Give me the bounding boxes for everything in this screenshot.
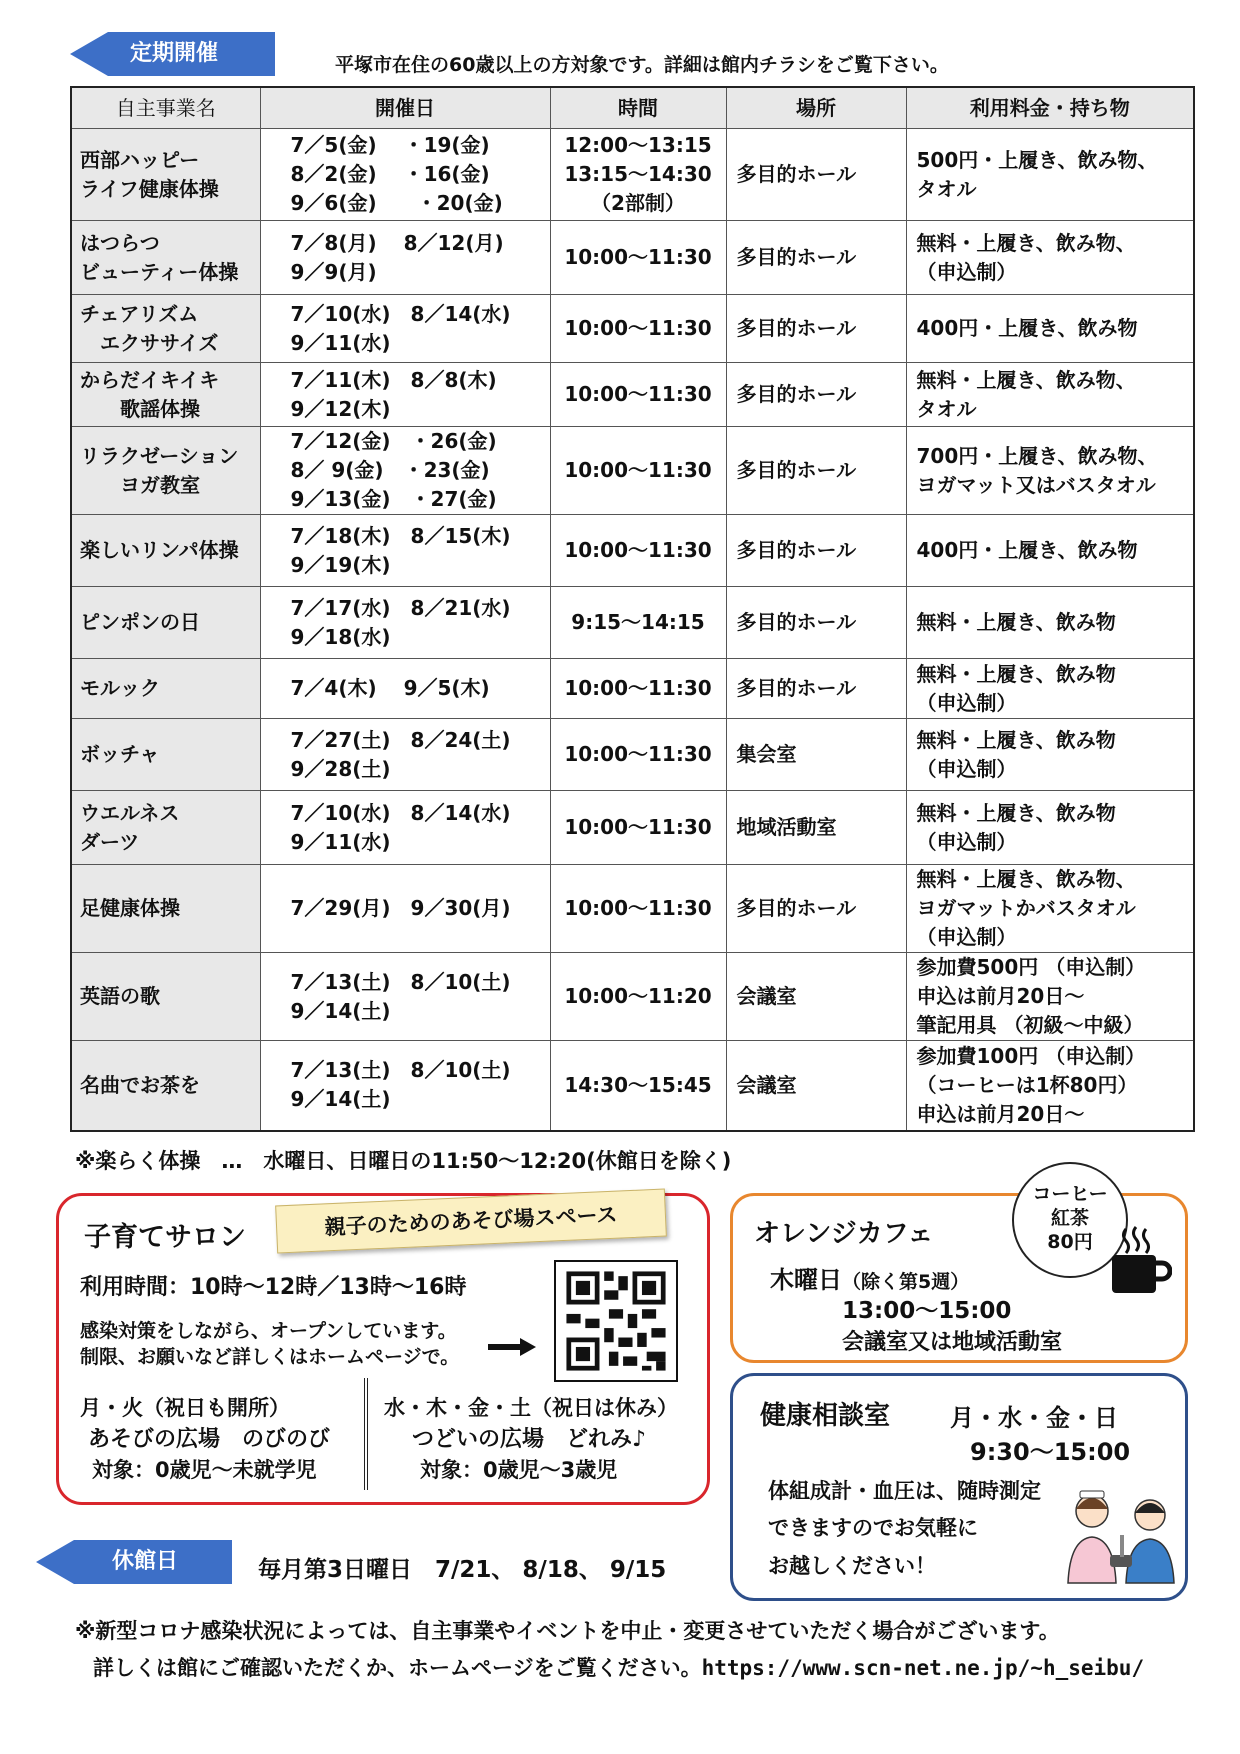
program-name-line: ダーツ	[80, 829, 140, 854]
program-name-cell	[71, 221, 260, 295]
program-name-line: 名曲でお茶を	[80, 1072, 200, 1097]
program-name-cell	[71, 791, 260, 865]
dates-line: 7／10(水) 8／14(水)	[290, 301, 511, 326]
program-name-line: リラクゼーション	[80, 443, 239, 468]
dates-cell	[260, 791, 550, 865]
fee-line: 無料・上履き、飲み物、	[916, 367, 1136, 392]
program-name-line: 歌謡体操	[80, 396, 200, 421]
dates-cell	[260, 1041, 550, 1131]
salon-right-days: 水・木・金・土（祝日は休み）	[384, 1396, 678, 1420]
fee-cell	[906, 295, 1194, 363]
dates-cell	[260, 515, 550, 587]
place-cell: 多目的ホール	[726, 587, 906, 659]
fee-line: 400円・上履き、飲み物	[916, 316, 1138, 340]
salon-title: 子育てサロン	[84, 1222, 246, 1253]
health-time: 9:30～15:00	[970, 1438, 1131, 1466]
fee-line: タオル	[916, 176, 977, 201]
program-name-line: ウエルネス	[80, 800, 180, 825]
closed-days-text: 毎月第3日曜日 7/21、 8/18、 9/15	[258, 1557, 667, 1583]
salon-banner: 親子のためのあそび場スペース	[275, 1189, 667, 1254]
place-cell: 会議室	[726, 953, 906, 1041]
place-cell: 多目的ホール	[726, 659, 906, 719]
table-row	[71, 221, 1194, 295]
place-cell: 多目的ホール	[726, 295, 906, 363]
schedule-table	[70, 86, 1195, 1132]
program-name-cell	[71, 659, 260, 719]
header-name: 自主事業名	[71, 87, 260, 129]
dates-line: 7／27(土) 8／24(土)	[290, 727, 511, 752]
cafe-place: 会議室又は地域活動室	[842, 1330, 1063, 1355]
cafe-price-bubble: コーヒー 紅茶 80円	[1012, 1162, 1128, 1278]
nurse-patient-illustration	[1060, 1485, 1178, 1589]
dates-line: 9／18(水)	[290, 624, 391, 649]
fee-line: 参加費100円 （申込制）	[916, 1043, 1146, 1068]
table-row	[71, 587, 1194, 659]
dates-line: 8／ 9(金) ・23(金)	[290, 458, 490, 482]
salon-right-target: 対象：0歳児～3歳児	[420, 1458, 618, 1482]
time-cell	[550, 427, 726, 515]
place-cell: 多目的ホール	[726, 427, 906, 515]
dates-cell	[260, 221, 550, 295]
time-cell	[550, 363, 726, 427]
program-name-line: ヨガ教室	[80, 472, 200, 497]
dates-cell	[260, 659, 550, 719]
fee-line: 無料・上履き、飲み物	[916, 661, 1116, 686]
program-name-line: 足健康体操	[80, 896, 180, 920]
place-cell: 会議室	[726, 1041, 906, 1131]
time-line: 10:00～11:30	[564, 245, 712, 269]
dates-line: 9／13(金) ・27(金)	[290, 487, 497, 511]
dates-line: 7／11(木) 8／8(木)	[290, 367, 497, 392]
time-line: 13:15～14:30	[564, 162, 712, 186]
fee-line: （申込制）	[916, 925, 1017, 949]
dates-line: 9／11(水)	[290, 829, 391, 854]
program-name-line: エクササイズ	[80, 330, 219, 355]
dates-cell	[260, 295, 550, 363]
health-desc-2: できますのでお気軽に	[768, 1516, 978, 1540]
time-line: 12:00～13:15	[564, 133, 712, 157]
program-name-cell	[71, 129, 260, 221]
intro-text: 平塚市在住の60歳以上の方対象です。詳細は館内チラシをご覧下さい。	[335, 54, 949, 76]
dates-line: 7／10(水) 8／14(水)	[290, 800, 511, 825]
fee-cell	[906, 427, 1194, 515]
dates-line: 7／18(木) 8／15(木)	[290, 523, 511, 548]
table-row	[71, 427, 1194, 515]
table-row	[71, 719, 1194, 791]
dates-cell	[260, 953, 550, 1041]
fee-cell	[906, 719, 1194, 791]
dates-line: 9／9(月)	[290, 259, 377, 284]
program-name-line: ビューティー体操	[80, 259, 239, 284]
fee-line: 申込は前月20日～	[916, 984, 1085, 1008]
table-row	[71, 129, 1194, 221]
program-name-line: ピンポンの日	[80, 610, 200, 634]
program-name-line: はつらつ	[80, 230, 160, 255]
dates-line: 9／12(木)	[290, 396, 391, 421]
dates-cell	[260, 363, 550, 427]
section-tag-closed	[36, 1540, 232, 1584]
time-cell	[550, 221, 726, 295]
arrow-right-icon	[488, 1336, 538, 1362]
header-fee: 利用料金・持ち物	[906, 87, 1194, 129]
fee-line: 無料・上履き、飲み物	[916, 727, 1116, 752]
fee-line: 400円・上履き、飲み物	[916, 538, 1138, 562]
easy-exercise-note: ※楽らく体操 … 水曜日、日曜日の11:50～12:20(休館日を除く)	[75, 1149, 732, 1173]
fee-line: 参加費500円 （申込制）	[916, 955, 1146, 979]
fee-cell	[906, 1041, 1194, 1131]
salon-left-name: あそびの広場 のびのび	[88, 1427, 331, 1452]
dates-line: 7／17(水) 8／21(水)	[290, 595, 511, 620]
program-name-cell	[71, 719, 260, 791]
dates-cell	[260, 865, 550, 953]
dates-cell	[260, 427, 550, 515]
header-place: 場所	[726, 87, 906, 129]
fee-line: 筆記用具 （初級～中級）	[916, 1013, 1144, 1037]
time-line: 10:00～11:30	[564, 676, 712, 700]
salon-info-2: 制限、お願いなど詳しくはホームページで。	[80, 1346, 460, 1368]
place-cell: 多目的ホール	[726, 363, 906, 427]
program-name-cell	[71, 295, 260, 363]
fee-cell	[906, 515, 1194, 587]
table-row	[71, 791, 1194, 865]
program-name-cell	[71, 1041, 260, 1131]
fee-line: タオル	[916, 396, 977, 421]
place-cell: 多目的ホール	[726, 221, 906, 295]
table-row	[71, 953, 1194, 1041]
fee-cell	[906, 659, 1194, 719]
dates-cell	[260, 587, 550, 659]
time-line: 10:00～11:30	[564, 382, 712, 406]
dates-line: 9／14(土)	[290, 998, 391, 1023]
footer-notice: ※新型コロナ感染状況によっては、自主事業やイベントを中止・変更させていただく場合がございます。	[75, 1619, 1060, 1643]
program-name-line: モルック	[80, 676, 160, 700]
place-cell: 多目的ホール	[726, 865, 906, 953]
dates-line: 7／5(金) ・19(金)	[290, 133, 490, 157]
cafe-day: 木曜日（除く第5週）	[770, 1266, 970, 1294]
fee-line: （コーヒーは1杯80円）	[916, 1072, 1138, 1097]
section-tag-label: 定期開催	[130, 41, 219, 66]
table-row	[71, 295, 1194, 363]
fee-cell	[906, 791, 1194, 865]
fee-line: （申込制）	[916, 829, 1017, 854]
health-title: 健康相談室	[760, 1401, 891, 1431]
program-name-cell	[71, 587, 260, 659]
table-header-row	[71, 87, 1194, 129]
table-row	[71, 363, 1194, 427]
fee-cell	[906, 865, 1194, 953]
time-cell	[550, 953, 726, 1041]
program-name-line: 西部ハッピー	[80, 147, 200, 172]
header-time: 時間	[550, 87, 726, 129]
place-cell: 多目的ホール	[726, 515, 906, 587]
salon-divider	[364, 1378, 368, 1490]
dates-cell	[260, 719, 550, 791]
fee-line: ヨガマット又はバスタオル	[916, 472, 1156, 497]
dates-line: 9／28(土)	[290, 756, 391, 781]
time-cell	[550, 659, 726, 719]
salon-left-days: 月・火（祝日も開所）	[80, 1396, 290, 1420]
fee-line: 500円・上履き、飲み物、	[916, 147, 1158, 172]
section-tag-label: 休館日	[112, 1549, 179, 1574]
time-line: 10:00～11:30	[564, 896, 712, 920]
program-name-line: ボッチャ	[80, 742, 160, 766]
program-name-line: チェアリズム	[80, 301, 199, 326]
dates-line: 9／14(土)	[290, 1087, 391, 1112]
time-line: 10:00～11:30	[564, 815, 712, 839]
header-dates: 開催日	[260, 87, 550, 129]
dates-line: 7／12(金) ・26(金)	[290, 429, 497, 453]
program-name-cell	[71, 363, 260, 427]
table-row	[71, 865, 1194, 953]
fee-cell	[906, 221, 1194, 295]
program-name-cell	[71, 427, 260, 515]
table-row	[71, 515, 1194, 587]
time-line: （2部制）	[591, 191, 685, 215]
program-name-cell	[71, 953, 260, 1041]
salon-right-name: つどいの広場 どれみ♪	[412, 1427, 647, 1452]
fee-cell	[906, 587, 1194, 659]
fee-cell	[906, 363, 1194, 427]
time-line: 10:00～11:30	[564, 316, 712, 340]
fee-line: （申込制）	[916, 690, 1017, 715]
health-desc-3: お越しください！	[768, 1554, 936, 1578]
program-name-line: からだイキイキ	[80, 367, 220, 392]
time-cell	[550, 719, 726, 791]
fee-line: 無料・上履き、飲み物、	[916, 867, 1136, 891]
cafe-time: 13:00～15:00	[842, 1298, 1012, 1324]
time-cell	[550, 865, 726, 953]
fee-line: 申込は前月20日～	[916, 1101, 1085, 1126]
dates-line: 9／6(金) ・20(金)	[290, 191, 503, 215]
place-cell: 地域活動室	[726, 791, 906, 865]
time-cell	[550, 791, 726, 865]
fee-line: 無料・上履き、飲み物	[916, 800, 1116, 825]
dates-line: 7／29(月) 9／30(月)	[290, 896, 511, 920]
time-cell	[550, 1041, 726, 1131]
time-cell	[550, 515, 726, 587]
dates-line: 8／2(金) ・16(金)	[290, 162, 490, 186]
program-name-cell	[71, 865, 260, 953]
table-row	[71, 1041, 1194, 1131]
coffee-cup-icon	[1108, 1225, 1172, 1299]
place-cell: 多目的ホール	[726, 129, 906, 221]
dates-line: 7／8(月) 8／12(月)	[290, 230, 504, 255]
health-days: 月・水・金・日	[950, 1404, 1118, 1432]
fee-cell	[906, 129, 1194, 221]
dates-line: 7／13(土) 8／10(土)	[290, 1058, 511, 1083]
dates-line: 9／19(木)	[290, 552, 391, 577]
dates-line: 7／13(土) 8／10(土)	[290, 969, 511, 994]
qr-code-icon[interactable]	[554, 1260, 678, 1382]
fee-line: 無料・上履き、飲み物、	[916, 230, 1136, 255]
time-line: 14:30～15:45	[564, 1072, 712, 1097]
place-cell: 集会室	[726, 719, 906, 791]
fee-cell	[906, 953, 1194, 1041]
dates-cell	[260, 129, 550, 221]
salon-left-target: 対象：0歳児～未就学児	[92, 1458, 317, 1482]
program-name-cell	[71, 515, 260, 587]
cafe-title: オレンジカフェ	[754, 1219, 934, 1249]
footer-contact: 詳しくは館にご確認いただくか、ホームページをご覧ください。https://www.scn-net.ne.jp/~h_seibu/	[93, 1656, 1145, 1680]
fee-line: （申込制）	[916, 259, 1017, 284]
table-row	[71, 659, 1194, 719]
time-cell	[550, 295, 726, 363]
homepage-link[interactable]: https://www.scn-net.ne.jp/~h_seibu/	[701, 1656, 1145, 1680]
time-line: 10:00～11:30	[564, 538, 712, 562]
program-name-line: ライフ健康体操	[80, 176, 219, 201]
time-line: 10:00～11:30	[564, 742, 712, 766]
fee-line: （申込制）	[916, 756, 1017, 781]
time-cell	[550, 587, 726, 659]
dates-line: 9／11(水)	[290, 330, 391, 355]
fee-line: 無料・上履き、飲み物	[916, 610, 1116, 634]
health-desc-1: 体組成計・血圧は、随時測定	[768, 1479, 1041, 1503]
time-line: 9:15～14:15	[571, 610, 705, 634]
salon-hours: 利用時間：10時～12時／13時～16時	[80, 1275, 467, 1300]
fee-line: ヨガマットかバスタオル	[916, 896, 1136, 920]
program-name-line: 楽しいリンパ体操	[80, 538, 239, 562]
time-line: 10:00～11:30	[564, 458, 712, 482]
dates-line: 7／4(木) 9／5(木)	[290, 676, 490, 700]
fee-line: 700円・上履き、飲み物、	[916, 443, 1158, 468]
time-line: 10:00～11:20	[564, 984, 712, 1008]
program-name-line: 英語の歌	[80, 984, 160, 1008]
salon-info-1: 感染対策をしながら、オープンしています。	[80, 1320, 457, 1342]
section-tag-regular	[70, 32, 275, 76]
time-cell	[550, 129, 726, 221]
